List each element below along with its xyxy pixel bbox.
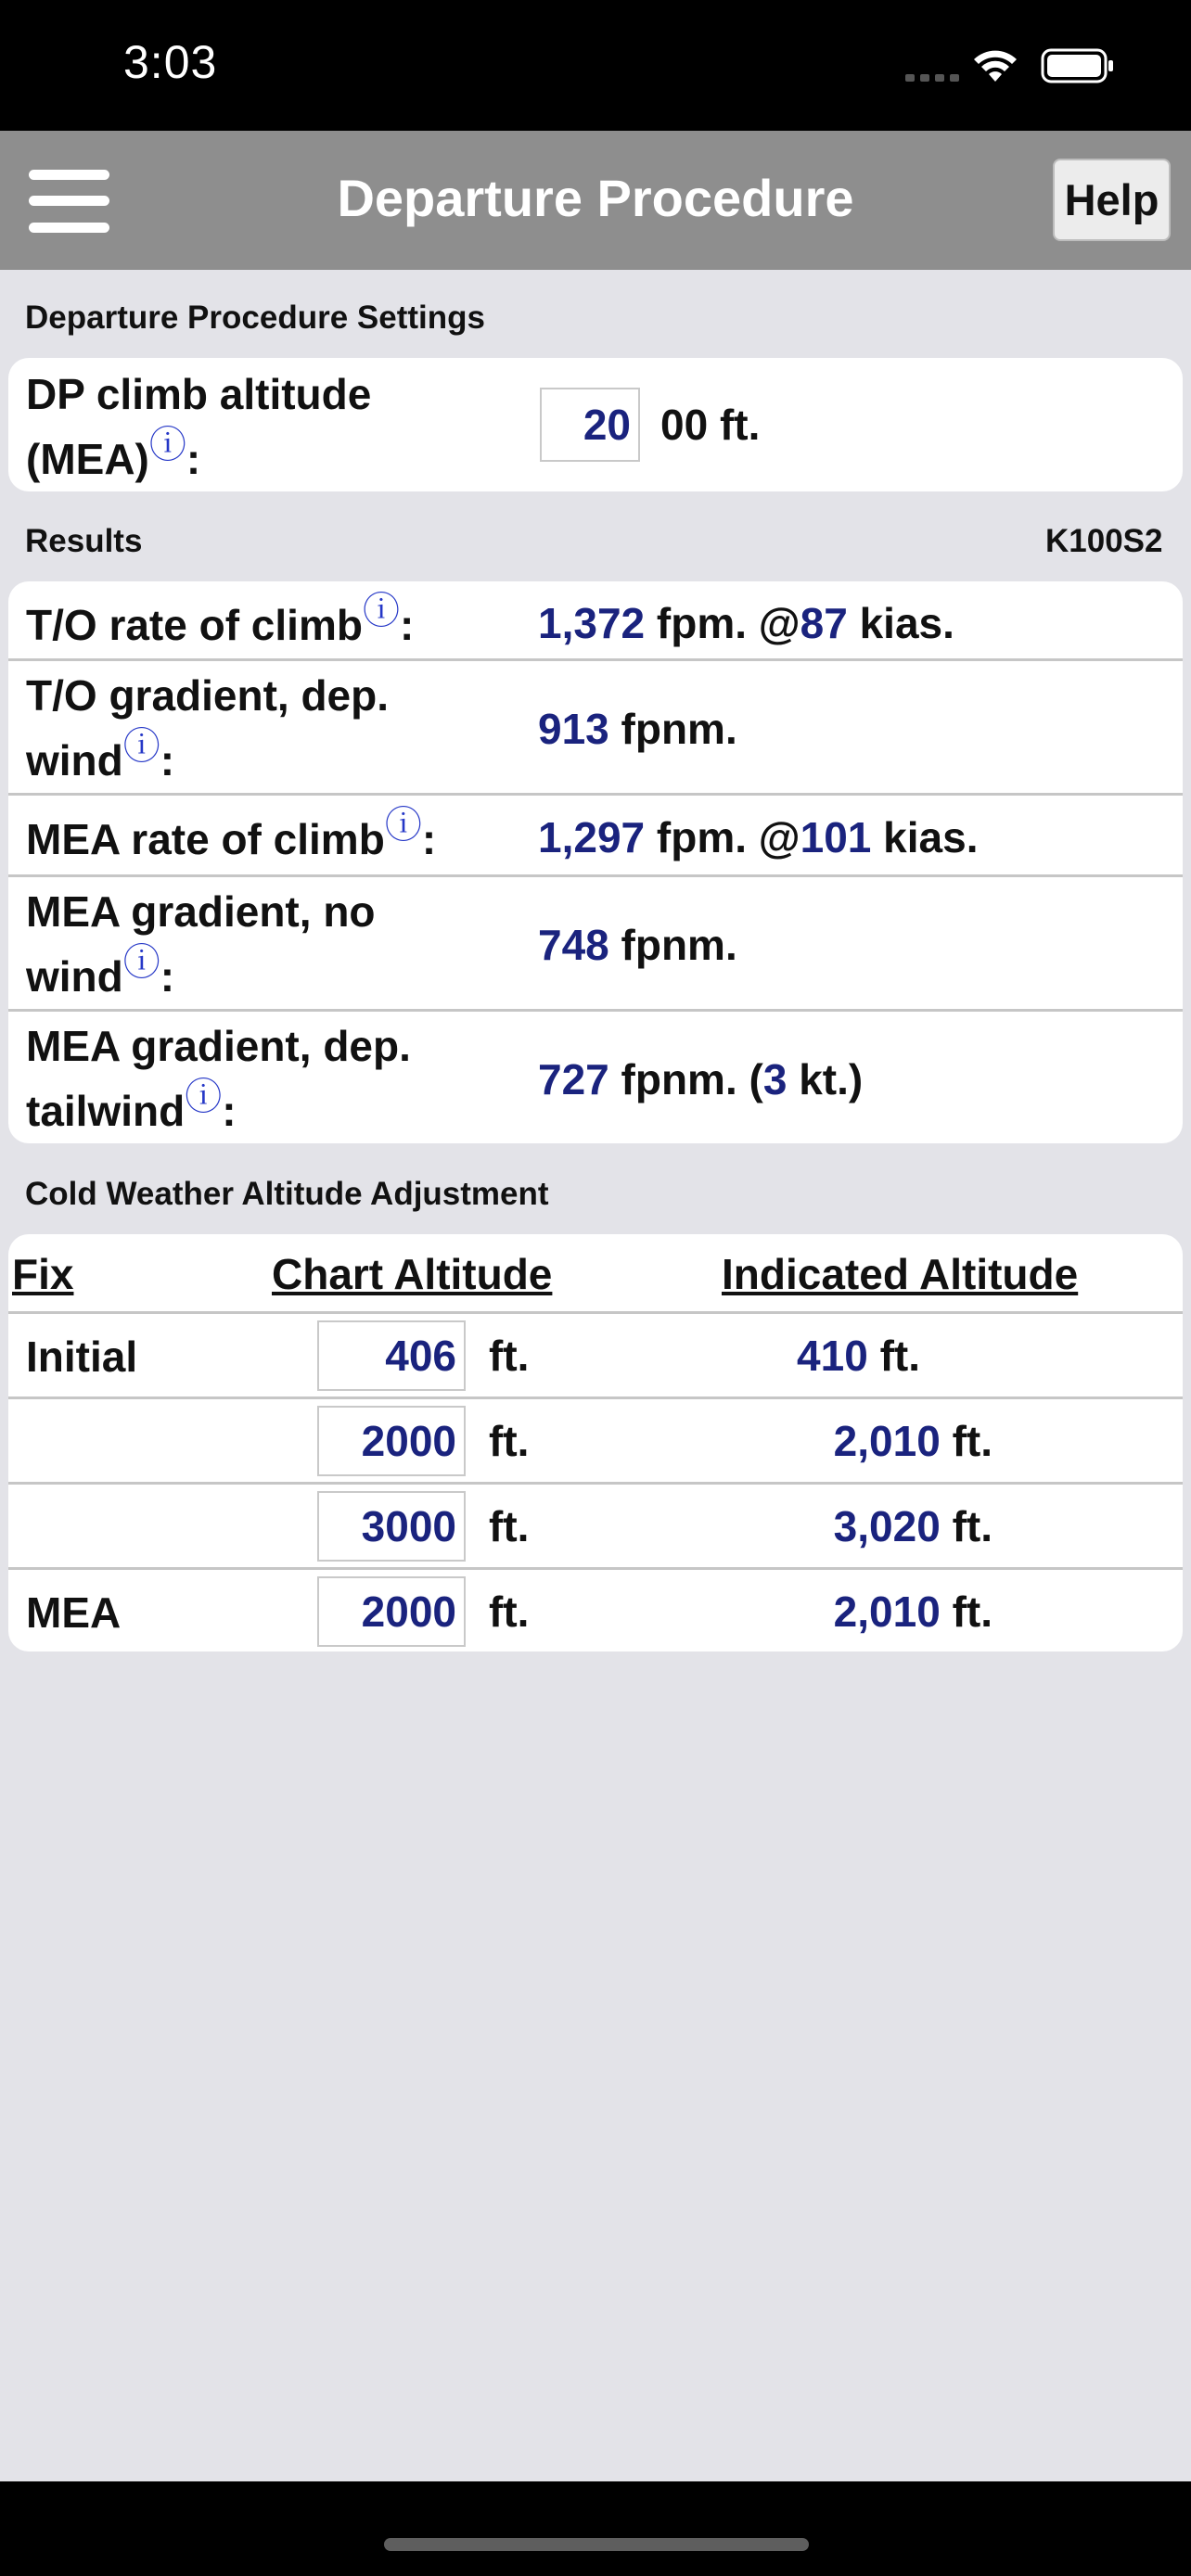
info-icon[interactable]: ⓘ — [185, 1077, 223, 1117]
signal-icon — [905, 72, 961, 83]
column-header-chart-altitude: Chart Altitude — [272, 1250, 553, 1298]
home-indicator[interactable] — [384, 2538, 809, 2551]
chart-altitude-unit: ft. — [489, 1502, 530, 1550]
help-button[interactable]: Help — [1053, 159, 1171, 241]
to-rate-row — [8, 581, 1183, 661]
mea-rate-value: 1,297 fpm. @101 kias. — [538, 813, 979, 861]
to-rate-label: T/O rate of climbⓘ: — [26, 593, 414, 660]
table-row — [8, 1314, 1183, 1399]
chart-altitude-input[interactable]: 406 — [317, 1320, 466, 1391]
fix-name: MEA — [26, 1588, 122, 1637]
indicated-altitude: 410 ft. — [797, 1332, 920, 1380]
chart-altitude-unit: ft. — [489, 1588, 530, 1636]
settings-section-title: Departure Procedure Settings — [25, 300, 485, 336]
column-header-indicated-altitude: Indicated Altitude — [722, 1250, 1079, 1298]
indicated-altitude: 3,020 ft. — [833, 1502, 992, 1550]
chart-altitude-input[interactable]: 3000 — [317, 1491, 466, 1562]
dp-climb-altitude-input[interactable]: 20 — [540, 388, 640, 462]
info-icon[interactable]: ⓘ — [384, 805, 422, 846]
aircraft-id: K100S2 — [1045, 523, 1163, 559]
mea-tailwind-value: 727 fpnm. (3 kt.) — [538, 1055, 864, 1103]
home-indicator-area — [0, 2481, 1191, 2576]
info-icon[interactable]: ⓘ — [362, 591, 400, 631]
to-gradient-row — [8, 661, 1183, 796]
table-row — [8, 1399, 1183, 1485]
mea-gradient-row — [8, 877, 1183, 1012]
table-row — [8, 1570, 1183, 1651]
cold-weather-header-row — [8, 1234, 1183, 1314]
page-title: Departure Procedure — [337, 169, 854, 227]
status-bar — [0, 0, 1191, 131]
cold-weather-section-title: Cold Weather Altitude Adjustment — [25, 1176, 549, 1212]
battery-icon — [1041, 48, 1115, 83]
info-icon[interactable]: ⓘ — [148, 425, 186, 465]
indicated-altitude: 2,010 ft. — [833, 1588, 992, 1636]
dp-climb-altitude-suffix: 00 ft. — [660, 401, 761, 449]
mea-tailwind-row — [8, 1012, 1183, 1143]
dp-climb-altitude-label: DP climb altitude (MEA)ⓘ: — [26, 370, 372, 483]
cold-weather-card — [8, 1234, 1183, 1651]
mea-rate-row — [8, 796, 1183, 877]
chart-altitude-input[interactable]: 2000 — [317, 1576, 466, 1647]
status-time: 3:03 — [123, 36, 218, 88]
to-rate-value: 1,372 fpm. @87 kias. — [538, 599, 954, 647]
mea-rate-label: MEA rate of climbⓘ: — [26, 807, 436, 874]
indicated-altitude: 2,010 ft. — [833, 1417, 992, 1465]
chart-altitude-input[interactable]: 2000 — [317, 1406, 466, 1476]
to-gradient-label: T/O gradient, dep. windⓘ: — [26, 671, 390, 784]
status-icons — [820, 0, 1191, 131]
info-icon[interactable]: ⓘ — [122, 942, 160, 983]
settings-card — [8, 358, 1183, 491]
info-icon[interactable]: ⓘ — [122, 726, 160, 767]
navigation-bar — [0, 131, 1191, 270]
table-row — [8, 1485, 1183, 1570]
chart-altitude-unit: ft. — [489, 1417, 530, 1465]
chart-altitude-unit: ft. — [489, 1332, 530, 1380]
wifi-icon — [972, 46, 1018, 83]
results-section-title: Results — [25, 523, 143, 559]
mea-tailwind-label: MEA gradient, dep. tailwindⓘ: — [26, 1022, 411, 1135]
mea-gradient-value: 748 fpnm. — [538, 921, 737, 969]
fix-name: Initial — [26, 1333, 138, 1381]
mea-gradient-label: MEA gradient, no windⓘ: — [26, 887, 376, 1001]
results-card — [8, 581, 1183, 1143]
to-gradient-value: 913 fpnm. — [538, 705, 737, 753]
column-header-fix: Fix — [12, 1250, 74, 1298]
